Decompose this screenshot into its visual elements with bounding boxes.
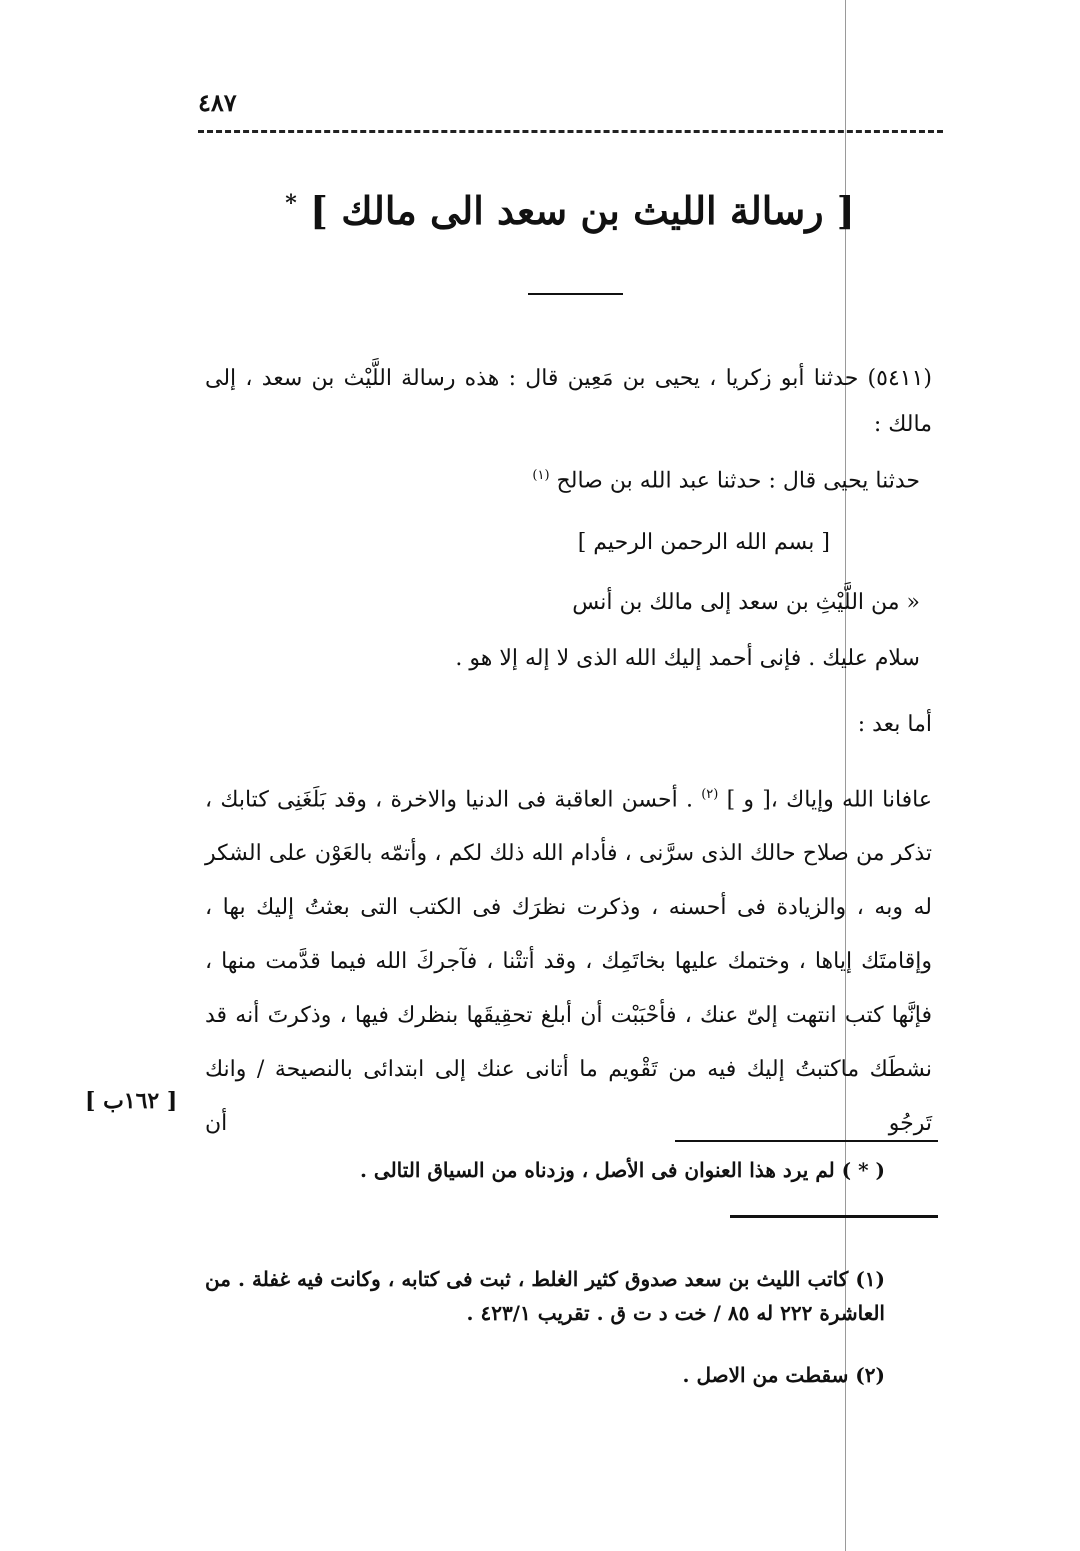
letter-opening: عافانا الله وإياك ،[ و ] [726,787,933,813]
footnote-star: ( * ) لم يرد هذا العنوان فى الأصل ، وزدناه من السياق التالى . [359,1158,885,1182]
paragraph-isnad: (٥٤١١) حدثنا أبو زكريا ، يحيى بن مَعِين قال : هذه رسالة اللَّيْث بن سعد ، إلى مالك : [205,366,932,437]
amma-line: أما بعد : [857,712,932,737]
salam-line: سلام عليك . فإنى أحمد إليك الله الذى لا إله إلا هو . [455,646,920,671]
title-rule [528,293,623,295]
title-asterisk: * [285,190,297,217]
letter-body: . أحسن العاقبة فى الدنيا والاخرة ، وقد بَلَغَنِى كتابك ، تذكر من صلاح حالك الذى سرَّنى ، فأدام الله ذلك لكم ، وأتمّه بالعَوْن على الشكر له وبه ، والزيادة فى أحسنه ، وذكرت نظرَك فى الكتب التى بعثتُ إليك بها ، وإقامتَك إياها ، وختمك عليها بخاتَمِك ، وقد أتتْنا ، فآجركَ الله فيما قدَّمت منها ، فإنَّها كتب انتهت إلىّ عنك ، فأحْبَبْت أن أبلغ تحقِيقَها بنظرك فيها ، وذكرتَ أنه قد نشطَك ماكتبتُ إليك فيه من تَقْويم ما أتانى عنك إلى ابتدائى بالنصيحة / وانك تَرجُو أن [205,787,932,1137]
from-line: « من اللَّيْثِ بن سعد إلى مالك بن أنس [572,590,920,615]
footnote-ref-2: (٢) [701,787,719,802]
footnote-rule-bottom [730,1215,938,1218]
basmala-line: [ بسم الله الرحمن الرحيم ] [577,530,830,555]
footnote-rule-top [675,1140,938,1142]
manuscript-folio-ref: [ ١٦٢ب ] [85,1088,178,1114]
chapter-title-text: [ رسالة الليث بن سعد الى مالك ] [310,188,855,233]
header-rule [198,130,943,133]
footnote-2: (٢) سقطت من الاصل . [682,1363,885,1387]
footnote-ref-1: (١) [532,468,550,483]
footnote-1: (١) كاتب الليث بن سعد صدوق كثير الغلط ، ثبت فى كتابه ، وكانت فيه غفلة . من العاشرة ٢٢٢ له ٨٥ / خت د ت ق . تقريب ٤٢٣/١ . [205,1267,885,1325]
chain-line [532,468,920,493]
paragraph-letter [205,768,932,1151]
chapter-title [200,188,940,233]
page-number: ٤٨٧ [198,88,237,117]
chain-text: حدثنا يحيى قال : حدثنا عبد الله بن صالح [556,468,920,494]
